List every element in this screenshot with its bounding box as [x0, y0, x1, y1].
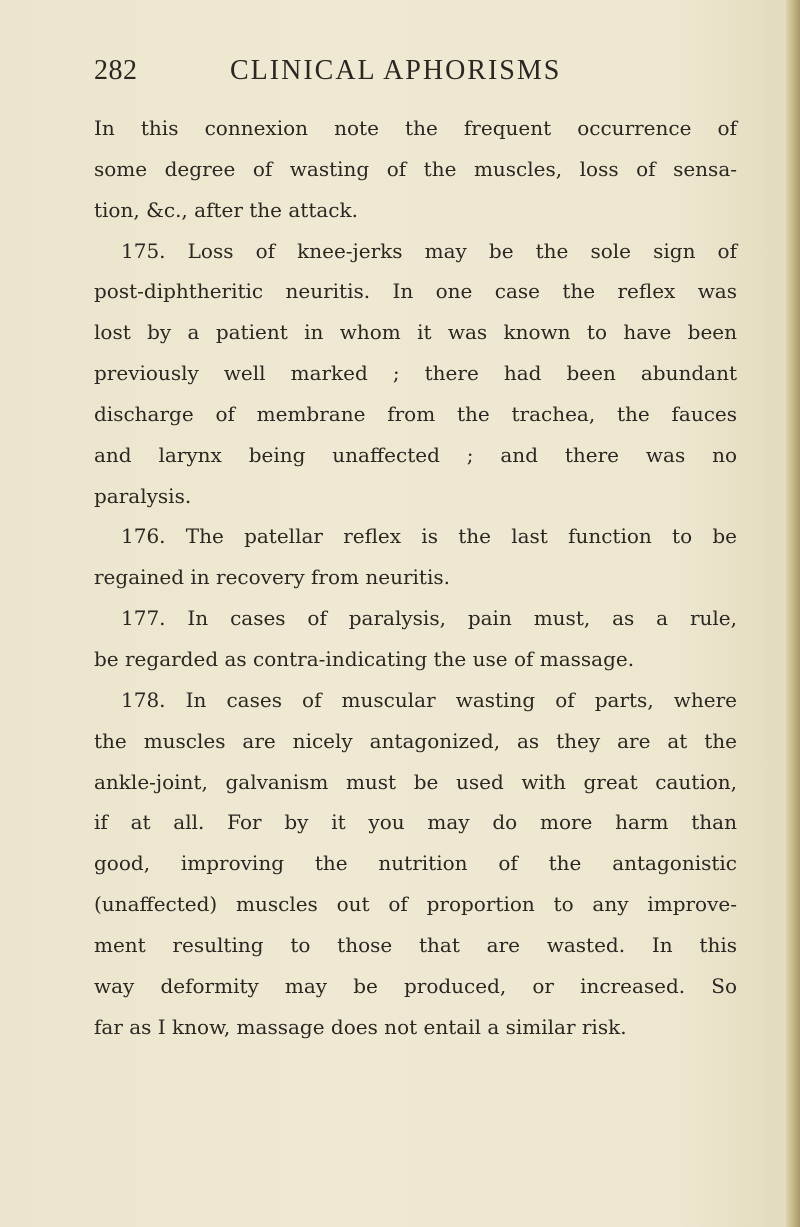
- text-line-1: In this connexion note the frequent occurrence of: [94, 116, 737, 140]
- text-line-8: discharge of membrane from the trachea, the fauces: [94, 401, 737, 426]
- text-line-12: regained in recovery from neuritis.: [94, 565, 450, 590]
- text-line-20: (unaffected) muscles out of proportion to any improve-: [94, 892, 737, 917]
- aphorism-177-line-1: 177. In cases of paralysis, pain must, as a rule,: [121, 606, 737, 631]
- text-line-19: good, improving the nutrition of the antagonistic: [94, 851, 737, 876]
- text-line-2: some degree of wasting of the muscles, loss of sensa-: [94, 156, 737, 181]
- running-head-title: CLINICAL APHORISMS: [230, 55, 562, 86]
- text-line-17: ankle-joint, galvanism must be used with great caution,: [94, 769, 737, 794]
- aphorism-178-line-1: 178. In cases of muscular wasting of parts, where: [121, 687, 737, 712]
- text-line-7: previously well marked ; there had been abundant: [94, 361, 737, 386]
- text-line-3: tion, &c., after the attack.: [94, 197, 358, 222]
- page-header: [94, 55, 774, 89]
- text-line-22: way deformity may be produced, or increased. So: [94, 973, 737, 998]
- text-line-9: and larynx being unaffected ; and there was no: [94, 442, 737, 467]
- text-line-21: ment resulting to those that are wasted. In this: [94, 932, 737, 957]
- page-edge-shadow: [786, 0, 800, 1227]
- body-text: [94, 108, 737, 1047]
- page-number: 282: [94, 55, 138, 86]
- aphorism-175-line-1: 175. Loss of knee-jerks may be the sole sign of: [121, 238, 737, 263]
- text-line-6: lost by a patient in whom it was known to have been: [94, 320, 737, 345]
- aphorism-176-line-1: 176. The patellar reflex is the last function to be: [121, 524, 737, 549]
- text-line-5: post-diphtheritic neuritis. In one case the reflex was: [94, 279, 737, 304]
- text-line-18: if at all. For by it you may do more harm than: [94, 810, 737, 835]
- text-line-23: far as I know, massage does not entail a similar risk.: [94, 1014, 627, 1039]
- text-line-14: be regarded as contra-indicating the use of massage.: [94, 646, 635, 671]
- text-line-10: paralysis.: [94, 483, 192, 508]
- text-line-16: the muscles are nicely antagonized, as they are at the: [94, 728, 737, 753]
